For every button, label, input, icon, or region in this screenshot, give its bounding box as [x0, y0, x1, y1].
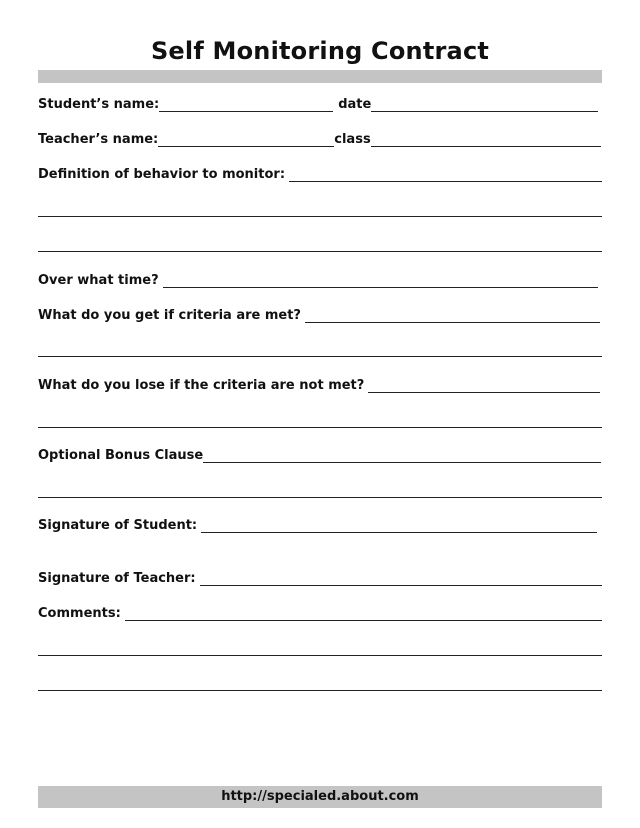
signature-teacher-label: Signature of Teacher: [38, 571, 196, 586]
bonus-clause-label: Optional Bonus Clause [38, 448, 204, 463]
signature-student-label: Signature of Student: [38, 518, 198, 533]
footer-url: http://specialed.about.com [38, 786, 602, 808]
comments-label: Comments: [38, 606, 121, 621]
behavior-line-3[interactable] [38, 251, 602, 252]
lose-if-not-met-field[interactable] [368, 379, 600, 393]
over-time-field[interactable] [163, 274, 598, 288]
teacher-name-row [38, 132, 601, 148]
bonus-clause-field[interactable] [203, 449, 601, 463]
over-time-row [38, 273, 598, 289]
class-field[interactable] [371, 133, 601, 147]
date-field[interactable] [371, 98, 598, 112]
get-if-met-field[interactable] [305, 309, 600, 323]
behavior-line-2[interactable] [38, 216, 602, 217]
signature-teacher-field[interactable] [200, 572, 602, 586]
get-if-met-label: What do you get if criteria are met? [38, 308, 301, 323]
student-name-label: Student’s name: [38, 97, 160, 112]
comments-line-2[interactable] [38, 655, 602, 656]
lose-if-not-met-line-2[interactable] [38, 427, 602, 428]
get-if-met-row [38, 308, 600, 324]
signature-student-row [38, 518, 597, 534]
bonus-clause-line-2[interactable] [38, 497, 602, 498]
lose-if-not-met-label: What do you lose if the criteria are not met? [38, 378, 365, 393]
comments-row [38, 606, 602, 622]
signature-student-field[interactable] [201, 519, 597, 533]
comments-field[interactable] [125, 607, 602, 621]
bonus-clause-row [38, 448, 601, 464]
teacher-name-field[interactable] [158, 133, 334, 147]
get-if-met-line-2[interactable] [38, 356, 602, 357]
lose-if-not-met-row [38, 378, 600, 394]
date-label: date [338, 97, 372, 112]
signature-teacher-row [38, 571, 602, 587]
student-name-row [38, 97, 598, 113]
title-divider-bar [38, 70, 602, 83]
over-time-label: Over what time? [38, 273, 159, 288]
comments-line-3[interactable] [38, 690, 602, 691]
page-title: Self Monitoring Contract [150, 37, 490, 65]
class-label: class [334, 132, 371, 147]
behavior-field[interactable] [289, 168, 602, 182]
teacher-name-label: Teacher’s name: [38, 132, 159, 147]
behavior-row [38, 167, 602, 183]
behavior-label: Definition of behavior to monitor: [38, 167, 286, 182]
student-name-field[interactable] [159, 98, 333, 112]
